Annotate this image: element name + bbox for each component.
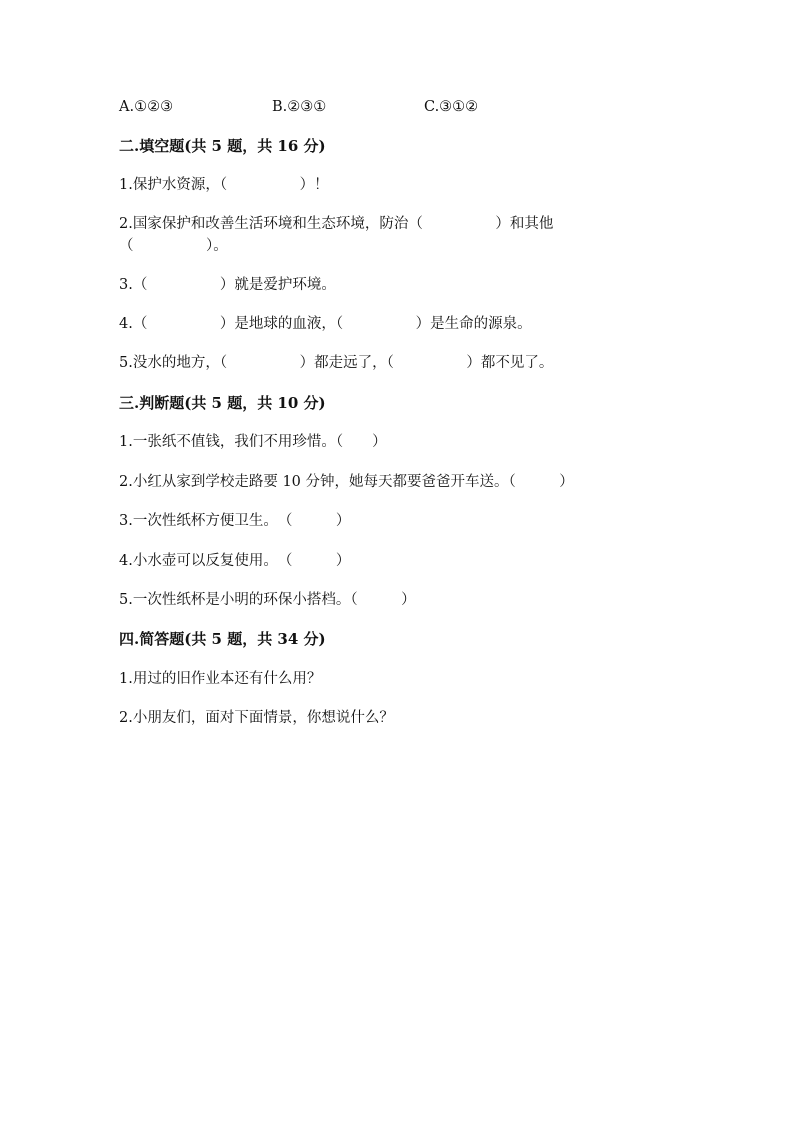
fill-question-5: 5.没水的地方，（ ）都走远了，（ ）都不见了。 [119, 355, 554, 371]
short-answer-question-2: 2.小朋友们，面对下面情景，你想说什么？ [119, 710, 394, 726]
choice-c: C.③①② [424, 99, 479, 115]
judge-question-3: 3.一次性纸杯方便卫生。 （ ） [119, 513, 351, 529]
judge-question-4: 4.小水壶可以反复使用。 （ ） [119, 553, 351, 569]
fill-question-4: 4.（ ）是地球的血液，（ ）是生命的源泉。 [119, 316, 532, 332]
fill-question-3: 3.（ ）就是爱护环境。 [119, 277, 336, 293]
fill-question-2: 2.国家保护和改善生活环境和生态环境，防治（ ）和其他 [119, 216, 554, 232]
section-4-heading: 四.简答题(共 5 题，共 34 分) [119, 630, 326, 648]
section-2-heading: 二.填空题(共 5 题，共 16 分) [119, 137, 326, 155]
choice-b: B.②③① [272, 99, 327, 115]
judge-question-2: 2.小红从家到学校走路要 10 分钟，她每天都要爸爸开车送。（ ） [119, 474, 574, 490]
fill-question-2-cont: （ ）。 [119, 238, 228, 254]
section-3-heading: 三.判断题(共 5 题，共 10 分) [119, 394, 326, 412]
judge-question-5: 5.一次性纸杯是小明的环保小搭档。（ ） [119, 592, 416, 608]
choice-a: A.①②③ [119, 99, 174, 115]
short-answer-question-1: 1.用过的旧作业本还有什么用？ [119, 671, 322, 687]
judge-question-1: 1.一张纸不值钱，我们不用珍惜。（ ） [119, 434, 387, 450]
fill-question-1: 1.保护水资源，（ ）！ [119, 177, 329, 193]
